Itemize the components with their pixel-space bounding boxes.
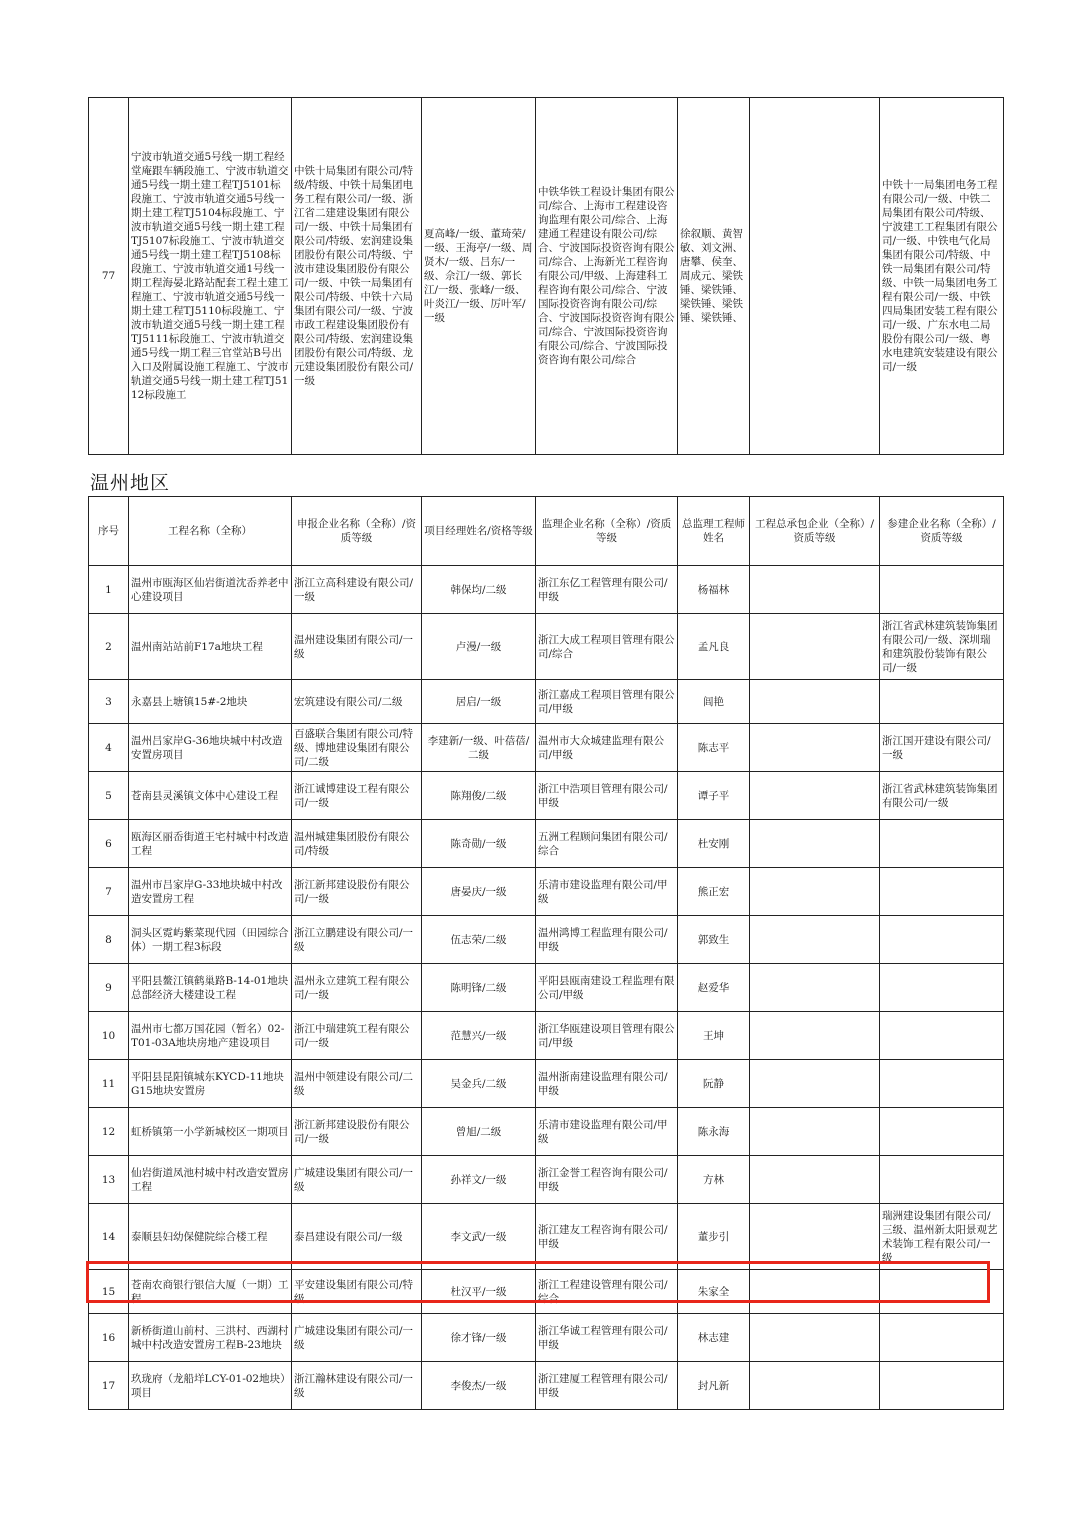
project-manager: 陈明锋/二级 (422, 964, 536, 1012)
row-number: 5 (89, 772, 129, 820)
project-manager: 陈翔俊/二级 (422, 772, 536, 820)
row-number: 10 (89, 1012, 129, 1060)
general-contractor (750, 820, 880, 868)
general-contractor (750, 1204, 880, 1270)
participant-companies (880, 1060, 1004, 1108)
chief-supervisor: 方林 (678, 1156, 750, 1204)
applicant-company: 泰昌建设有限公司/一级 (292, 1204, 422, 1270)
project-name: 温州市吕家岸G-33地块城中村改造安置房工程 (129, 868, 292, 916)
header-applicant: 申报企业名称（全称）/资质等级 (292, 497, 422, 566)
supervisor-company: 中铁华铁工程设计集团有限公司/综合、上海市工程建设咨询监理有限公司/综合、上海建通工程建设有限公司/综合、宁波国际投资咨询有限公司/综合、上海新光工程咨询有限公司/甲级、上海建科工程咨询有限公司/综合、宁波国际投资咨询有限公司/综合、宁波国际投资咨询有限公司/综合、宁波国际投资咨询有限公司/综合、宁波国际投资咨询有限公司/综合 (536, 98, 678, 455)
participant-companies (880, 1362, 1004, 1410)
supervisor-company: 浙江华瓯建设项目管理有限公司/甲级 (536, 1012, 678, 1060)
project-manager: 居启/一级 (422, 680, 536, 724)
project-manager: 曾旭/二级 (422, 1108, 536, 1156)
project-manager: 韩保均/二级 (422, 566, 536, 614)
applicant-company: 平安建设集团有限公司/特级 (292, 1270, 422, 1314)
participant-companies (880, 1314, 1004, 1362)
table-row (89, 98, 1004, 455)
supervisor-company: 浙江建厦工程管理有限公司/甲级 (536, 1362, 678, 1410)
applicant-company: 浙江新邦建设股份有限公司/一级 (292, 868, 422, 916)
row-number: 9 (89, 964, 129, 1012)
supervisor-company: 五洲工程顾问集团有限公司/综合 (536, 820, 678, 868)
general-contractor (750, 724, 880, 772)
row-number: 4 (89, 724, 129, 772)
table-row (89, 1060, 1004, 1108)
chief-supervisor: 董步引 (678, 1204, 750, 1270)
chief-supervisor: 陈永海 (678, 1108, 750, 1156)
row-number: 3 (89, 680, 129, 724)
header-chief: 总监理工程师姓名 (678, 497, 750, 566)
supervisor-company: 浙江嘉成工程项目管理有限公司/甲级 (536, 680, 678, 724)
supervisor-company: 温州鸿博工程监理有限公司/甲级 (536, 916, 678, 964)
project-manager: 陈奇勋/一级 (422, 820, 536, 868)
row-number: 77 (89, 98, 129, 455)
row-number: 8 (89, 916, 129, 964)
header-row (89, 497, 1004, 566)
project-manager: 杜汉平/一级 (422, 1270, 536, 1314)
supervisor-company: 浙江东亿工程管理有限公司/甲级 (536, 566, 678, 614)
participant-companies (880, 868, 1004, 916)
row-number: 12 (89, 1108, 129, 1156)
supervisor-company: 浙江建友工程咨询有限公司/甲级 (536, 1204, 678, 1270)
header-participant: 参建企业名称（全称）/资质等级 (880, 497, 1004, 566)
row-number: 2 (89, 614, 129, 680)
project-name: 新桥街道山前村、三洪村、西湖村城中村改造安置房工程B-23地块 (129, 1314, 292, 1362)
general-contractor (750, 1270, 880, 1314)
applicant-company: 浙江立高科建设有限公司/一级 (292, 566, 422, 614)
applicant-company: 浙江中瑞建筑工程有限公司/一级 (292, 1012, 422, 1060)
project-manager: 李文武/一级 (422, 1204, 536, 1270)
chief-supervisor: 阮静 (678, 1060, 750, 1108)
table-row (89, 614, 1004, 680)
project-name: 洞头区霓屿紫菜现代园（田园综合体）一期工程3标段 (129, 916, 292, 964)
project-manager: 卢漫/一级 (422, 614, 536, 680)
project-name: 宁波市轨道交通5号线一期工程经堂庵跟车辆段施工、宁波市轨道交通5号线一期土建工程TJ5101标段施工、宁波市轨道交通5号线一期土建工程TJ5104标段施工、宁波市轨道交通5号线一期土建工程TJ5107标段施工、宁波市轨道交通5号线一期土建工程TJ5108标段施工、宁波市轨道交通1号线一期工程海晏北路站配套工程土建工程施工、宁波市轨道交通5号线一期土建工程TJ5110标段施工、宁波市轨道交通5号线一期土建工程TJ5111标段施工、宁波市轨道交通5号线一期工程三官堂站B号出入口及附属设施工程施工、宁波市轨道交通5号线一期土建工程TJ5112标段施工 (129, 98, 292, 455)
table-row (89, 1108, 1004, 1156)
supervisor-company: 乐清市建设监理有限公司/甲级 (536, 1108, 678, 1156)
project-name: 泰顺县妇幼保健院综合楼工程 (129, 1204, 292, 1270)
applicant-company: 温州中领建设有限公司/二级 (292, 1060, 422, 1108)
project-manager: 李俊杰/一级 (422, 1362, 536, 1410)
project-manager: 唐晏庆/一级 (422, 868, 536, 916)
project-name: 永嘉县上塘镇15#-2地块 (129, 680, 292, 724)
applicant-company: 浙江新邦建设股份有限公司/一级 (292, 1108, 422, 1156)
participant-companies: 浙江省武林建筑装饰集团有限公司/一级 (880, 772, 1004, 820)
general-contractor (750, 868, 880, 916)
top-continuation-table (88, 97, 1004, 455)
general-contractor (750, 614, 880, 680)
project-name: 瓯海区丽岙街道王宅村城中村改造工程 (129, 820, 292, 868)
supervisor-company: 温州浙南建设监理有限公司/甲级 (536, 1060, 678, 1108)
general-contractor (750, 772, 880, 820)
chief-supervisor: 赵爱华 (678, 964, 750, 1012)
table-row (89, 566, 1004, 614)
supervisor-company: 平阳县瓯南建设工程监理有限公司/甲级 (536, 964, 678, 1012)
participant-companies (880, 1108, 1004, 1156)
header-supervisor: 监理企业名称（全称）/资质等级 (536, 497, 678, 566)
table-row (89, 1362, 1004, 1410)
chief-supervisor: 林志建 (678, 1314, 750, 1362)
table-row (89, 820, 1004, 868)
header-manager: 项目经理姓名/资格等级 (422, 497, 536, 566)
participant-companies (880, 566, 1004, 614)
participant-companies: 瑞洲建设集团有限公司/三级、温州新太阳景观艺术装饰工程有限公司/一级 (880, 1204, 1004, 1270)
general-contractor (750, 1314, 880, 1362)
row-number: 14 (89, 1204, 129, 1270)
project-manager: 吴金兵/二级 (422, 1060, 536, 1108)
supervisor-company: 浙江金誉工程咨询有限公司/甲级 (536, 1156, 678, 1204)
participant-companies (880, 1012, 1004, 1060)
chief-supervisor: 封凡新 (678, 1362, 750, 1410)
project-name: 苍南农商银行银信大厦（一期）工程 (129, 1270, 292, 1314)
general-contractor (750, 98, 880, 455)
general-contractor (750, 566, 880, 614)
applicant-company: 广城建设集团有限公司/一级 (292, 1156, 422, 1204)
applicant-company: 宏筑建设有限公司/二级 (292, 680, 422, 724)
participant-companies (880, 680, 1004, 724)
chief-supervisor: 闾艳 (678, 680, 750, 724)
general-contractor (750, 964, 880, 1012)
row-number: 17 (89, 1362, 129, 1410)
project-manager: 夏高峰/一级、董琦荣/一级、王海亭/一级、周贤木/一级、吕东/一级、佘江/一级、郭长江/一级、张峰/一级、叶炎江/一级、厉叶军/一级 (422, 98, 536, 455)
supervisor-company: 浙江大成工程项目管理有限公司/综合 (536, 614, 678, 680)
table-row (89, 1270, 1004, 1314)
project-manager: 伍志荣/二级 (422, 916, 536, 964)
chief-supervisor: 王坤 (678, 1012, 750, 1060)
project-name: 温州市七都万国花园（暂名）02-T01-03A地块房地产建设项目 (129, 1012, 292, 1060)
chief-supervisor: 徐叙顺、黄智敏、刘文洲、唐攀、侯奎、周成元、梁铁锤、梁铁锤、梁铁锤、梁铁锤、梁铁锤、 (678, 98, 750, 455)
project-manager: 徐才锋/一级 (422, 1314, 536, 1362)
chief-supervisor: 陈志平 (678, 724, 750, 772)
table-row (89, 916, 1004, 964)
participant-companies (880, 1270, 1004, 1314)
table-row (89, 1314, 1004, 1362)
table-row (89, 964, 1004, 1012)
project-name: 平阳县鳌江镇鹤巢路B-14-01地块总部经济大楼建设工程 (129, 964, 292, 1012)
row-number: 13 (89, 1156, 129, 1204)
section-title: 温州地区 (90, 472, 171, 494)
general-contractor (750, 916, 880, 964)
chief-supervisor: 谭子平 (678, 772, 750, 820)
project-name: 平阳县昆阳镇城东KYCD-11地块G15地块安置房 (129, 1060, 292, 1108)
project-name: 仙岩街道凤池村城中村改造安置房工程 (129, 1156, 292, 1204)
table-row (89, 868, 1004, 916)
participant-companies (880, 916, 1004, 964)
project-name: 虹桥镇第一小学新城校区一期项目 (129, 1108, 292, 1156)
participant-companies: 浙江省武林建筑装饰集团有限公司/一级、深圳瑞和建筑股份装饰有限公司/一级 (880, 614, 1004, 680)
header-general: 工程总承包企业（全称）/资质等级 (750, 497, 880, 566)
project-manager: 孙祥文/一级 (422, 1156, 536, 1204)
applicant-company: 百盛联合集团有限公司/特级、博地建设集团有限公司/二级 (292, 724, 422, 772)
row-number: 7 (89, 868, 129, 916)
header-no: 序号 (89, 497, 129, 566)
participant-companies (880, 1156, 1004, 1204)
supervisor-company: 浙江中浩项目管理有限公司/甲级 (536, 772, 678, 820)
project-name: 玖珑府（龙船垟LCY-01-02地块）项目 (129, 1362, 292, 1410)
project-name: 温州市瓯海区仙岩街道沈岙养老中心建设项目 (129, 566, 292, 614)
applicant-company: 中铁十局集团有限公司/特级/特级、中铁十局集团电务工程有限公司/一级、浙江省二建建设集团有限公司/一级、中铁十局集团有限公司/特级、宏润建设集团股份有限公司/特级、宁波市建设集团股份有限公司/一级、中铁一局集团有限公司/特级、中铁十六局集团有限公司/一级、宁波市政工程建设集团股份有限公司/特级、宏润建设集团股份有限公司/特级、龙元建设集团股份有限公司/一级 (292, 98, 422, 455)
applicant-company: 温州城建集团股份有限公司/特级 (292, 820, 422, 868)
row-number: 15 (89, 1270, 129, 1314)
table-row (89, 724, 1004, 772)
row-number: 16 (89, 1314, 129, 1362)
chief-supervisor: 孟凡良 (678, 614, 750, 680)
applicant-company: 温州建设集团有限公司/一级 (292, 614, 422, 680)
chief-supervisor: 杨福林 (678, 566, 750, 614)
row-number: 1 (89, 566, 129, 614)
general-contractor (750, 1156, 880, 1204)
applicant-company: 温州永立建筑工程有限公司/一级 (292, 964, 422, 1012)
general-contractor (750, 1362, 880, 1410)
chief-supervisor: 杜安刚 (678, 820, 750, 868)
project-name: 温州南站站前F17a地块工程 (129, 614, 292, 680)
supervisor-company: 乐清市建设监理有限公司/甲级 (536, 868, 678, 916)
participant-companies: 中铁十一局集团电务工程有限公司/一级、中铁二局集团有限公司/特级、宁波建工工程集团有限公司/一级、中铁电气化局集团有限公司/特级、中铁一局集团有限公司/特级、中铁一局集团电务工程有限公司/一级、中铁四局集团安装工程有限公司/一级、广东水电二局股份有限公司/一级、粤水电建筑安装建设有限公司/一级 (880, 98, 1004, 455)
chief-supervisor: 郭致生 (678, 916, 750, 964)
applicant-company: 浙江瀚林建设有限公司/一级 (292, 1362, 422, 1410)
participant-companies: 浙江国开建设有限公司/一级 (880, 724, 1004, 772)
applicant-company: 浙江立鹏建设有限公司/一级 (292, 916, 422, 964)
project-name: 温州吕家岸G-36地块城中村改造安置房项目 (129, 724, 292, 772)
row-number: 6 (89, 820, 129, 868)
table-row (89, 1204, 1004, 1270)
chief-supervisor: 熊正宏 (678, 868, 750, 916)
general-contractor (750, 1060, 880, 1108)
project-name: 苍南县灵溪镇文体中心建设工程 (129, 772, 292, 820)
table-row (89, 1012, 1004, 1060)
project-manager: 李建新/一级、叶蓓蓓/二级 (422, 724, 536, 772)
wenzhou-projects-table (88, 496, 1004, 1410)
participant-companies (880, 964, 1004, 1012)
applicant-company: 浙江诚博建设工程有限公司/一级 (292, 772, 422, 820)
general-contractor (750, 1012, 880, 1060)
participant-companies (880, 820, 1004, 868)
project-manager: 范慧兴/一级 (422, 1012, 536, 1060)
header-project: 工程名称（全称） (129, 497, 292, 566)
general-contractor (750, 1108, 880, 1156)
chief-supervisor: 朱家全 (678, 1270, 750, 1314)
table-row (89, 772, 1004, 820)
general-contractor (750, 680, 880, 724)
supervisor-company: 温州市大众城建监理有限公司/甲级 (536, 724, 678, 772)
table-row (89, 1156, 1004, 1204)
table-row (89, 680, 1004, 724)
supervisor-company: 浙江工程建设管理有限公司/综合 (536, 1270, 678, 1314)
applicant-company: 广城建设集团有限公司/一级 (292, 1314, 422, 1362)
supervisor-company: 浙江华诚工程管理有限公司/甲级 (536, 1314, 678, 1362)
row-number: 11 (89, 1060, 129, 1108)
